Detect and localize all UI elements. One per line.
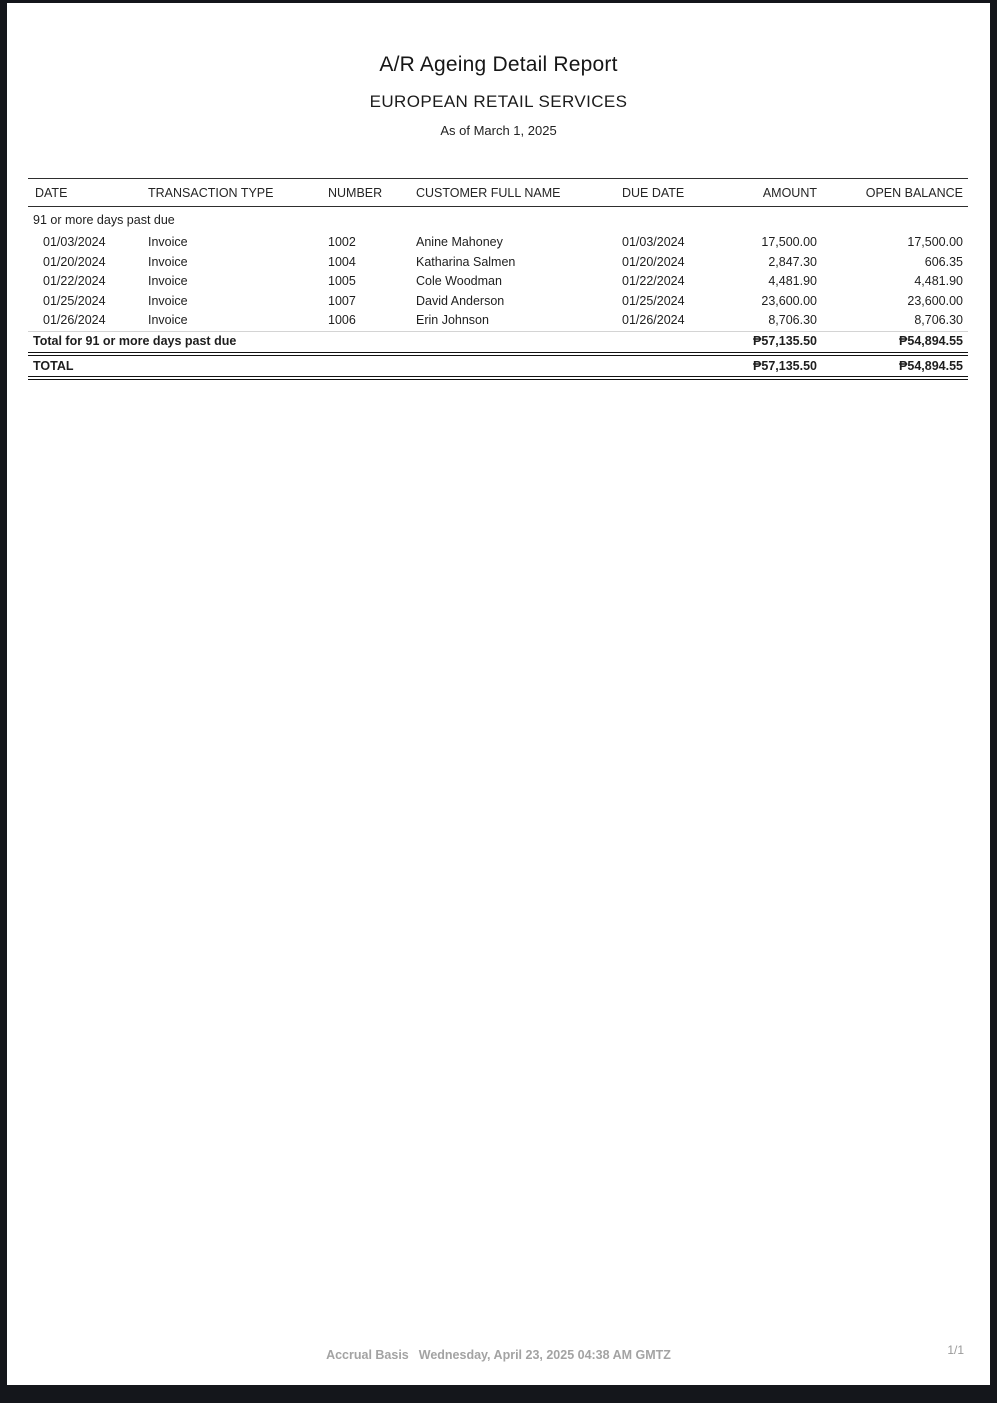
table-row	[28, 292, 968, 312]
table-row	[28, 272, 968, 292]
cell-due-date: 01/26/2024	[622, 313, 685, 327]
cell-due-date: 01/03/2024	[622, 235, 685, 249]
column-header-transaction-type: TRANSACTION TYPE	[148, 185, 274, 200]
cell-date: 01/20/2024	[43, 254, 106, 269]
group-subtotal-open-balance: ₱54,894.55	[899, 334, 963, 348]
grand-total-amount: ₱57,135.50	[753, 358, 817, 373]
cell-open-balance: 4,481.90	[914, 274, 963, 288]
report-header	[7, 3, 990, 138]
group-subtotal-label: Total for 91 or more days past due	[33, 334, 237, 348]
ageing-group-label: 91 or more days past due	[33, 213, 175, 227]
cell-amount: 4,481.90	[768, 274, 817, 288]
column-header-open-balance: OPEN BALANCE	[865, 185, 963, 200]
table-row	[28, 233, 968, 253]
report-footer	[7, 1348, 990, 1362]
cell-due-date: 01/25/2024	[622, 293, 685, 308]
cell-number: 1002	[328, 235, 356, 249]
column-header-number: NUMBER	[328, 185, 383, 200]
report-as-of-date: As of March 1, 2025	[440, 123, 557, 138]
cell-number: 1005	[328, 274, 356, 288]
cell-transaction-type: Invoice	[148, 235, 188, 249]
company-name: EUROPEAN RETAIL SERVICES	[369, 92, 628, 111]
cell-open-balance: 606.35	[924, 254, 963, 269]
cell-number: 1007	[328, 293, 356, 308]
column-header-due-date: DUE DATE	[622, 185, 685, 200]
table-row	[28, 311, 968, 331]
table-header-row	[28, 178, 968, 207]
cell-open-balance: 23,600.00	[907, 293, 963, 308]
cell-amount: 2,847.30	[768, 254, 817, 269]
cell-customer: Katharina Salmen	[416, 254, 516, 269]
group-subtotal-row	[28, 331, 968, 352]
cell-transaction-type: Invoice	[148, 254, 188, 269]
cell-customer: Anine Mahoney	[416, 235, 503, 249]
cell-amount: 8,706.30	[768, 313, 817, 327]
column-header-amount: AMOUNT	[762, 185, 817, 200]
cell-date: 01/22/2024	[43, 274, 106, 288]
cell-open-balance: 17,500.00	[907, 235, 963, 249]
report-title: A/R Ageing Detail Report	[379, 53, 618, 76]
cell-amount: 17,500.00	[761, 235, 817, 249]
cell-number: 1006	[328, 313, 356, 327]
cell-transaction-type: Invoice	[148, 274, 188, 288]
report-generated-timestamp: Wednesday, April 23, 2025 04:38 AM GMTZ	[418, 1348, 671, 1362]
cell-due-date: 01/20/2024	[622, 254, 685, 269]
cell-date: 01/26/2024	[43, 313, 106, 327]
grand-total-label: TOTAL	[33, 358, 74, 373]
grand-total-row	[28, 352, 968, 376]
cell-transaction-type: Invoice	[148, 293, 188, 308]
cell-customer: Erin Johnson	[416, 313, 489, 327]
cell-amount: 23,600.00	[761, 293, 817, 308]
report-page	[7, 3, 990, 1385]
group-subtotal-amount: ₱57,135.50	[753, 334, 817, 348]
cell-due-date: 01/22/2024	[622, 274, 685, 288]
cell-number: 1004	[328, 254, 356, 269]
cell-date: 01/03/2024	[43, 235, 106, 249]
column-header-customer-full-name: CUSTOMER FULL NAME	[416, 185, 561, 200]
column-header-date: DATE	[35, 185, 68, 200]
cell-customer: David Anderson	[416, 293, 505, 308]
cell-customer: Cole Woodman	[416, 274, 502, 288]
report-basis: Accrual Basis	[326, 1348, 409, 1362]
cell-date: 01/25/2024	[43, 293, 106, 308]
table-row	[28, 253, 968, 273]
ar-ageing-table	[28, 178, 968, 380]
grand-total-open-balance: ₱54,894.55	[899, 358, 963, 373]
page-number: 1/1	[947, 1343, 964, 1357]
cell-transaction-type: Invoice	[148, 313, 188, 327]
cell-open-balance: 8,706.30	[914, 313, 963, 327]
